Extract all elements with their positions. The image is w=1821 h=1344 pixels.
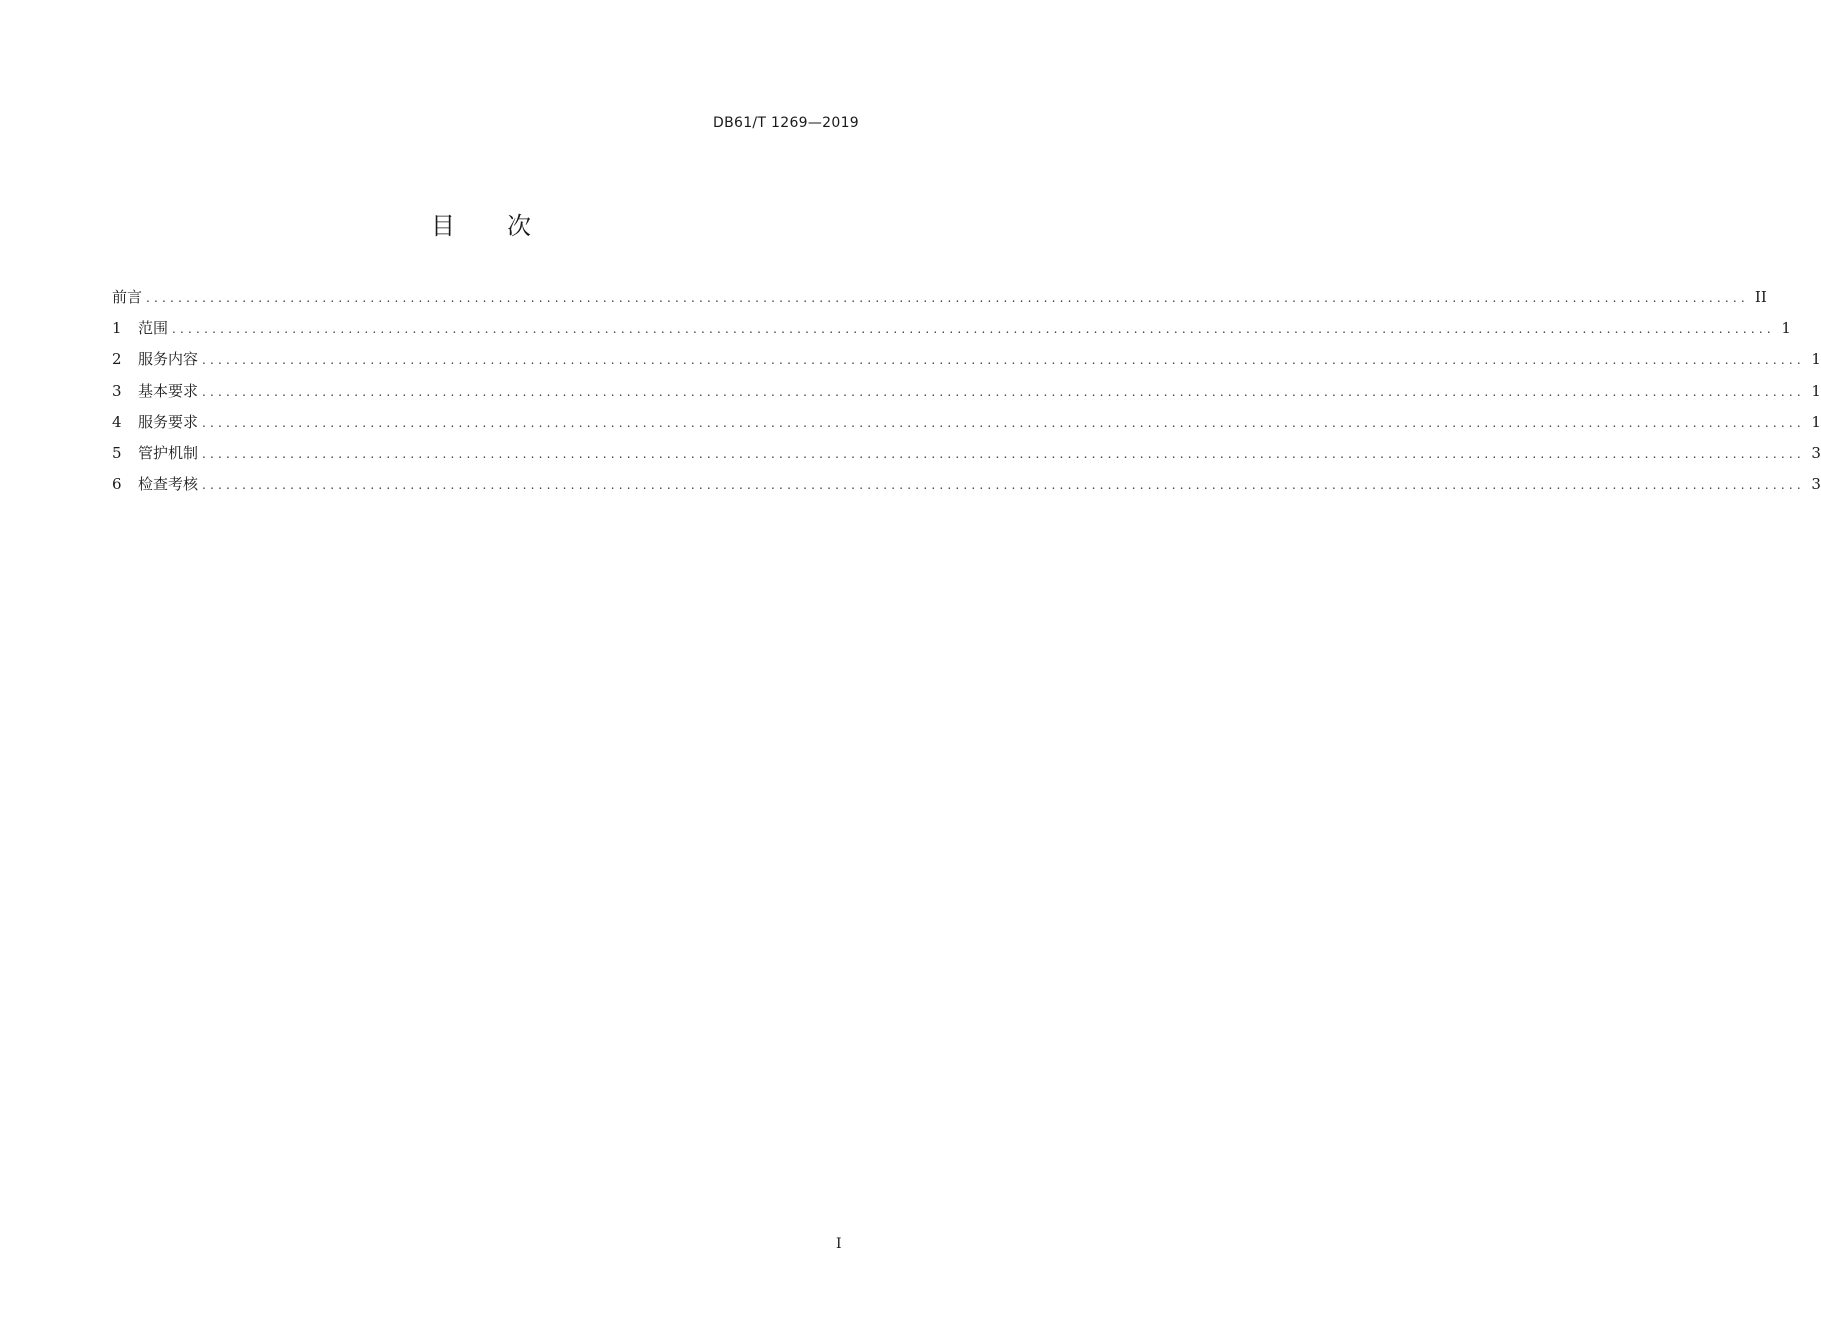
toc-entry-label: 服务内容 [138, 350, 199, 369]
toc-entry-label: 前言 [112, 288, 143, 306]
toc-entry-basic-requirements[interactable] [112, 380, 1821, 411]
toc-entry-page: 1 [1811, 412, 1821, 431]
toc-entry-page: II [1754, 288, 1767, 306]
toc-entry-page: 1 [1811, 381, 1821, 400]
toc-leader-dots: ........................................................................................................................................................................................................ [202, 384, 1805, 399]
toc-entry-inspection-assessment[interactable] [112, 473, 1821, 504]
toc-title-char-2: 次 [507, 212, 531, 240]
document-code: DB61/T 1269—2019 [713, 115, 859, 131]
toc-leader-dots: ........................................................................................................................................................................................................ [202, 415, 1805, 430]
toc-entry-scope[interactable] [112, 317, 1791, 348]
toc-entry-label: 检查考核 [138, 475, 199, 494]
toc-entry-page: 1 [1811, 350, 1821, 369]
table-of-contents [112, 286, 1821, 504]
toc-entry-service-content[interactable] [112, 348, 1821, 379]
toc-title [0, 206, 950, 241]
toc-entry-page: 1 [1781, 319, 1791, 338]
toc-entry-number: 4 [112, 412, 122, 431]
toc-leader-dots: ........................................................................................................................................................................................................ [202, 353, 1805, 368]
page-number: I [836, 1236, 842, 1252]
toc-entry-label: 管护机制 [138, 443, 199, 462]
toc-leader-dots: ........................................................................................................................................................................................................ [146, 291, 1749, 305]
toc-leader-dots: ........................................................................................................................................................................................................ [172, 322, 1775, 337]
toc-entry-number: 6 [112, 475, 122, 494]
toc-title-char-1: 目 [431, 212, 455, 240]
toc-entry-page: 3 [1811, 443, 1821, 462]
toc-entry-label: 基本要求 [138, 381, 199, 400]
toc-entry-management-mechanism[interactable] [112, 442, 1821, 473]
toc-leader-dots: ........................................................................................................................................................................................................ [202, 446, 1805, 461]
toc-entry-label: 服务要求 [138, 412, 199, 431]
toc-entry-foreword[interactable] [112, 286, 1767, 317]
toc-entry-service-requirements[interactable] [112, 411, 1821, 442]
toc-entry-label: 范围 [138, 319, 169, 338]
toc-entry-number: 2 [112, 350, 122, 369]
toc-entry-number: 5 [112, 443, 122, 462]
toc-entry-page: 3 [1811, 475, 1821, 494]
toc-entry-number: 1 [112, 319, 122, 338]
toc-leader-dots: ........................................................................................................................................................................................................ [202, 478, 1805, 493]
toc-entry-number: 3 [112, 381, 122, 400]
